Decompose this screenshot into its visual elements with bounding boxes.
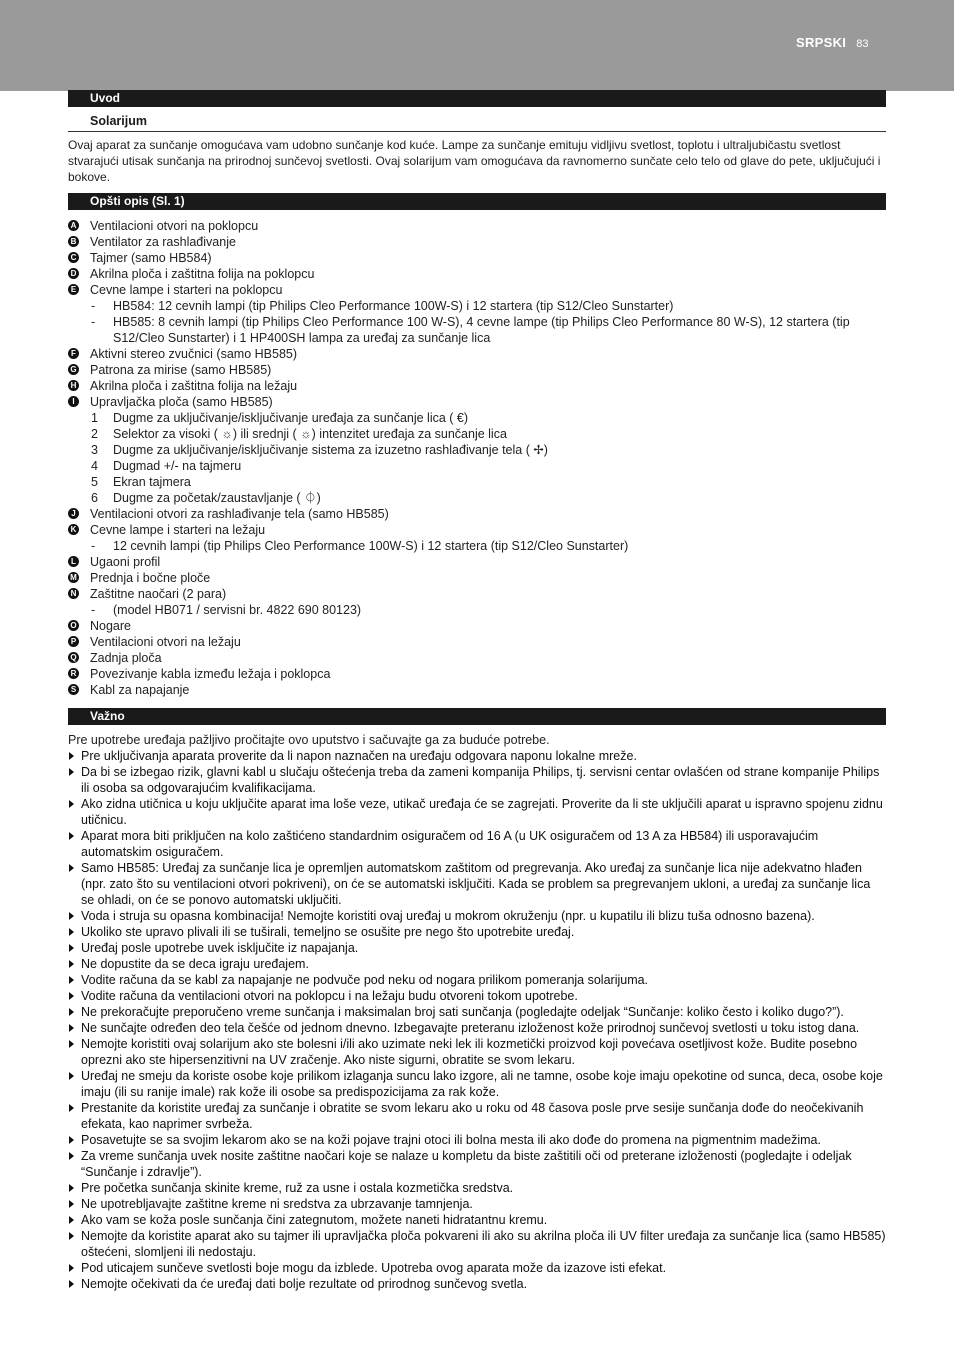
section-heading-uvod: Uvod bbox=[68, 90, 886, 107]
list-item bbox=[68, 362, 886, 378]
bullet-text: Ne sunčajte određen deo tela češće od jednom dnevno. Izbegavajte preteranu izloženost kože prirodnoj sunčevoj svetlosti u toku istog dana. bbox=[81, 1021, 860, 1035]
bullet-text: Aparat mora biti priključen na kolo zaštićeno standardnim osiguračem od 16 A (u UK osiguračem od 13 A za HB584) ili usporavajućim automatskim osiguračem. bbox=[81, 829, 819, 859]
list-item bbox=[68, 1148, 886, 1180]
list-item bbox=[68, 828, 886, 860]
bullet-triangle-icon bbox=[69, 1040, 74, 1048]
list-item bbox=[68, 908, 886, 924]
item-letter-badge: H bbox=[68, 380, 79, 391]
item-letter-badge: B bbox=[68, 236, 79, 247]
bullet-text: Vodite računa da se kabl za napajanje ne podvuče pod neku od nogara prilikom pomeranja solarijuma. bbox=[81, 973, 649, 987]
list-item bbox=[68, 748, 886, 764]
item-text: Ekran tajmera bbox=[113, 475, 191, 489]
item-text: Tajmer (samo HB584) bbox=[90, 251, 212, 265]
bullet-triangle-icon bbox=[69, 832, 74, 840]
item-text: Akrilna ploča i zaštitna folija na poklopcu bbox=[90, 267, 315, 281]
bullet-text: Pre uključivanja aparata proverite da li napon naznačen na uređaju odgovara naponu lokalne mreže. bbox=[81, 749, 637, 763]
list-item bbox=[68, 298, 886, 314]
item-letter-badge: P bbox=[68, 636, 79, 647]
list-item bbox=[68, 378, 886, 394]
bullet-triangle-icon bbox=[69, 768, 74, 776]
item-marker: - bbox=[91, 603, 96, 617]
item-text: Ventilacioni otvori na ležaju bbox=[90, 635, 241, 649]
item-text: Ventilator za rashlađivanje bbox=[90, 235, 236, 249]
bullet-triangle-icon bbox=[69, 1104, 74, 1112]
list-item bbox=[68, 458, 886, 474]
list-item bbox=[68, 1196, 886, 1212]
parts-list bbox=[68, 218, 886, 698]
item-letter-badge: J bbox=[68, 508, 79, 519]
list-item bbox=[68, 972, 886, 988]
item-letter-badge: C bbox=[68, 252, 79, 263]
item-marker: 3 bbox=[91, 443, 98, 457]
list-item bbox=[68, 666, 886, 682]
warnings-list bbox=[68, 748, 886, 1292]
item-text: Povezivanje kabla između ležaja i poklopca bbox=[90, 667, 331, 681]
item-marker: 2 bbox=[91, 427, 98, 441]
list-item bbox=[68, 1180, 886, 1196]
bullet-triangle-icon bbox=[69, 944, 74, 952]
list-item bbox=[68, 442, 886, 458]
item-marker: 5 bbox=[91, 475, 98, 489]
bullet-text: Ne dopustite da se deca igraju uređajem. bbox=[81, 957, 309, 971]
bullet-text: Ne prekoračujte preporučeno vreme sunčanja i maksimalan broj sati sunčanja (pogledajte odeljak “Sunčanje: koliko često i koliko dugo?”). bbox=[81, 1005, 844, 1019]
list-item bbox=[68, 1132, 886, 1148]
item-letter-badge: G bbox=[68, 364, 79, 375]
bullet-text: Pre početka sunčanja skinite kreme, ruž za usne i ostala kozmetička sredstva. bbox=[81, 1181, 514, 1195]
list-item bbox=[68, 346, 886, 362]
vazno-intro: Pre upotrebe uređaja pažljivo pročitajte ovo uputstvo i sačuvajte ga za buduće potrebe. bbox=[68, 733, 550, 747]
item-text: HB585: 8 cevnih lampi (tip Philips Cleo Performance 100 W-S), 4 cevne lampe (tip Philips Cleo Performance 80 W-S), 12 startera (tip S12/Cleo Sunstarter) i 1 HP400SH lampa za uređaj za sunčanje lica bbox=[113, 315, 850, 345]
list-item bbox=[68, 682, 886, 698]
item-text: Dugme za početak/zaustavljanje ( ⏀) bbox=[113, 491, 321, 505]
bullet-text: Posavetujte se sa svojim lekarom ako se na koži pojave trajni otoci ili bolna mesta ili ako dođe do promena na pigmentnim madežima. bbox=[81, 1133, 821, 1147]
page-content bbox=[68, 90, 886, 1292]
bullet-triangle-icon bbox=[69, 976, 74, 984]
header-bar bbox=[0, 0, 954, 91]
list-item bbox=[68, 266, 886, 282]
item-text: Patrona za mirise (samo HB585) bbox=[90, 363, 272, 377]
item-letter-badge: L bbox=[68, 556, 79, 567]
bullet-text: Nemojte koristiti ovaj solarijum ako ste bolesni i/ili ako uzimate neki lek ili kozmetički proizvod koji povećava osetljivost kože. Budite posebno oprezni ako ste hipersenzitivni na UV zračenje. Ako niste sigurni, obratite se svom lekaru. bbox=[81, 1037, 858, 1067]
item-text: Ventilacioni otvori za rashlađivanje tela (samo HB585) bbox=[90, 507, 389, 521]
list-item bbox=[68, 924, 886, 940]
bullet-text: Za vreme sunčanja uvek nosite zaštitne naočari koje se nalaze u kompletu da biste zaštitili oči od preterane izloženosti (pogledajte i odeljak “Sunčanje i zdravlje”). bbox=[81, 1149, 852, 1179]
list-item bbox=[68, 940, 886, 956]
item-text: HB584: 12 cevnih lampi (tip Philips Cleo Performance 100W-S) i 12 startera (tip S12/Cleo Sunstarter) bbox=[113, 299, 674, 313]
bullet-triangle-icon bbox=[69, 752, 74, 760]
bullet-text: Voda i struja su opasna kombinacija! Nemojte koristiti ovaj uređaj u mokrom okruženju (npr. u kupatilu ili blizu tuša odnosno bazena). bbox=[81, 909, 815, 923]
bullet-text: Uređaj posle upotrebe uvek isključite iz napajanja. bbox=[81, 941, 359, 955]
list-item bbox=[68, 218, 886, 234]
bullet-triangle-icon bbox=[69, 1008, 74, 1016]
bullet-triangle-icon bbox=[69, 1232, 74, 1240]
section-heading-vazno: Važno bbox=[68, 708, 886, 725]
section-heading-opis: Opšti opis (Sl. 1) bbox=[68, 193, 886, 210]
item-text: Selektor za visoki ( ☼) ili srednji ( ☼) intenzitet uređaja za sunčanje lica bbox=[113, 427, 507, 441]
item-letter-badge: I bbox=[68, 396, 79, 407]
bullet-text: Nemojte da koristite aparat ako su tajmer ili upravljačka ploča pokvareni ili ako su akrilna ploča ili UV filter uređaja za sunčanje lica (samo HB585) oštećeni, slomljeni ili nedostaju. bbox=[81, 1229, 886, 1259]
bullet-triangle-icon bbox=[69, 912, 74, 920]
item-marker: 4 bbox=[91, 459, 98, 473]
list-item bbox=[68, 234, 886, 250]
item-marker: - bbox=[91, 299, 96, 313]
item-text: Dugme za uključivanje/isključivanje sistema za izuzetno rashlađivanje tela ( ✢) bbox=[113, 443, 548, 457]
bullet-triangle-icon bbox=[69, 864, 74, 872]
bullet-text: Ukoliko ste upravo plivali ili se tuširali, temeljno se osušite pre nego što upotrebite uređaj. bbox=[81, 925, 575, 939]
bullet-text: Ako vam se koža posle sunčanja čini zategnutom, možete naneti hidratantnu kremu. bbox=[81, 1213, 548, 1227]
item-text: Cevne lampe i starteri na ležaju bbox=[90, 523, 266, 537]
item-text: Ugaoni profil bbox=[90, 555, 161, 569]
item-letter-badge: E bbox=[68, 284, 79, 295]
list-item bbox=[68, 506, 886, 522]
list-item bbox=[68, 394, 886, 410]
item-marker: 1 bbox=[91, 411, 98, 425]
item-letter-badge: N bbox=[68, 588, 79, 599]
bullet-triangle-icon bbox=[69, 800, 74, 808]
list-item bbox=[68, 570, 886, 586]
list-item bbox=[68, 282, 886, 298]
list-item bbox=[68, 1068, 886, 1100]
item-text: Zaštitne naočari (2 para) bbox=[90, 587, 227, 601]
bullet-triangle-icon bbox=[69, 1184, 74, 1192]
item-text: (model HB071 / servisni br. 4822 690 80123) bbox=[113, 603, 362, 617]
list-item bbox=[68, 1276, 886, 1292]
item-text: Aktivni stereo zvučnici (samo HB585) bbox=[90, 347, 298, 361]
list-item bbox=[68, 1260, 886, 1276]
item-text: Kabl za napajanje bbox=[90, 683, 190, 697]
item-letter-badge: F bbox=[68, 348, 79, 359]
list-item bbox=[68, 618, 886, 634]
list-item bbox=[68, 650, 886, 666]
list-item bbox=[68, 474, 886, 490]
list-item bbox=[68, 860, 886, 908]
list-item bbox=[68, 522, 886, 538]
list-item bbox=[68, 410, 886, 426]
list-item bbox=[68, 1004, 886, 1020]
list-item bbox=[68, 538, 886, 554]
bullet-text: Pod uticajem sunčeve svetlosti boje mogu da izblede. Upotreba ovog aparata može da izazove isti efekat. bbox=[81, 1261, 667, 1275]
bullet-text: Vodite računa da ventilacioni otvori na poklopcu i na ležaju budu otvoreni tokom upotrebe. bbox=[81, 989, 578, 1003]
list-item bbox=[68, 1020, 886, 1036]
item-letter-badge: A bbox=[68, 220, 79, 231]
bullet-triangle-icon bbox=[69, 1024, 74, 1032]
item-text: 12 cevnih lampi (tip Philips Cleo Performance 100W-S) i 12 startera (tip S12/Cleo Sunstarter) bbox=[113, 539, 629, 553]
item-letter-badge: R bbox=[68, 668, 79, 679]
item-text: Prednja i bočne ploče bbox=[90, 571, 211, 585]
item-text: Dugme za uključivanje/isključivanje uređaja za sunčanje lica ( €) bbox=[113, 411, 469, 425]
item-text: Zadnja ploča bbox=[90, 651, 162, 665]
item-marker: 6 bbox=[91, 491, 98, 505]
list-item bbox=[68, 796, 886, 828]
item-text: Cevne lampe i starteri na poklopcu bbox=[90, 283, 283, 297]
bullet-triangle-icon bbox=[69, 1280, 74, 1288]
bullet-text: Nemojte očekivati da će uređaj dati bolje rezultate od prirodnog sunčevog svetla. bbox=[81, 1277, 528, 1291]
list-item bbox=[68, 1212, 886, 1228]
list-item bbox=[68, 764, 886, 796]
list-item bbox=[68, 602, 886, 618]
list-item bbox=[68, 634, 886, 650]
subheading-solarijum: Solarijum bbox=[68, 114, 886, 132]
language-label: SRPSKI bbox=[796, 35, 847, 50]
list-item bbox=[68, 490, 886, 506]
bullet-text: Ne upotrebljavajte zaštitne kreme ni sredstva za ubrzavanje tamnjenja. bbox=[81, 1197, 473, 1211]
item-letter-badge: K bbox=[68, 524, 79, 535]
item-text: Akrilna ploča i zaštitna folija na ležaju bbox=[90, 379, 298, 393]
list-item bbox=[68, 956, 886, 972]
list-item bbox=[68, 250, 886, 266]
bullet-triangle-icon bbox=[69, 1152, 74, 1160]
item-letter-badge: Q bbox=[68, 652, 79, 663]
list-item bbox=[68, 1100, 886, 1132]
item-text: Nogare bbox=[90, 619, 131, 633]
bullet-triangle-icon bbox=[69, 1200, 74, 1208]
bullet-text: Samo HB585: Uređaj za sunčanje lica je opremljen automatskom zaštitom od pregrevanja. Ako uređaj za sunčanje lica nije adekvatno hlađen (npr. zato što su ventilacioni otvori pokriveni), on će se automatski isključiti. Kada se problem sa pregrevanjem ukloni, a uređaj za sunčanje lica se ohladi, on će se ponovo automatski uključiti. bbox=[81, 861, 871, 907]
bullet-triangle-icon bbox=[69, 928, 74, 936]
item-letter-badge: D bbox=[68, 268, 79, 279]
bullet-triangle-icon bbox=[69, 960, 74, 968]
bullet-text: Prestanite da koristite uređaj za sunčanje i obratite se svom lekaru ako u roku od 48 časova posle prve sesije sunčanja dođe do neočekivanih efekata, kao naprimer svrbeža. bbox=[81, 1101, 864, 1131]
bullet-text: Ako zidna utičnica u koju uključite aparat ima loše veze, utikač uređaja će se zagrejati. Proverite da li ste uključili aparat u ispravno spojenu zidnu utičnicu. bbox=[81, 797, 883, 827]
list-item bbox=[68, 314, 886, 346]
item-letter-badge: S bbox=[68, 684, 79, 695]
bullet-triangle-icon bbox=[69, 1072, 74, 1080]
item-text: Upravljačka ploča (samo HB585) bbox=[90, 395, 273, 409]
item-marker: - bbox=[91, 315, 96, 329]
bullet-triangle-icon bbox=[69, 1136, 74, 1144]
bullet-text: Da bi se izbegao rizik, glavni kabl u slučaju oštećenja treba da zameni kompanija Philips, tj. servisni centar ovlašćen od strane kompanije Philips ili osoba sa odgovarajućim kvalifikacijama. bbox=[81, 765, 880, 795]
list-item bbox=[68, 426, 886, 442]
item-letter-badge: O bbox=[68, 620, 79, 631]
list-item bbox=[68, 554, 886, 570]
bullet-triangle-icon bbox=[69, 992, 74, 1000]
bullet-triangle-icon bbox=[69, 1264, 74, 1272]
list-item bbox=[68, 586, 886, 602]
list-item bbox=[68, 1036, 886, 1068]
list-item bbox=[68, 988, 886, 1004]
intro-paragraph: Ovaj aparat za sunčanje omogućava vam udobno sunčanje kod kuće. Lampe za sunčanje emituju vidljivu svetlost, toplotu i ultraljubičastu svetlost stvarajući utisak sunčanja na prirodnoj sunčevoj svetlosti. Ovaj solarijum vam omogućava da ravnomerno sunčate celo telo od glave do pete, uključujući i bokove. bbox=[68, 138, 881, 184]
page-number: 83 bbox=[856, 38, 869, 50]
item-marker: - bbox=[91, 539, 96, 553]
bullet-triangle-icon bbox=[69, 1216, 74, 1224]
item-text: Dugmad +/- na tajmeru bbox=[113, 459, 242, 473]
header-label bbox=[796, 35, 868, 50]
bullet-text: Uređaj ne smeju da koriste osobe koje prilikom izlaganja suncu lako izgore, ali ne tamne, osobe koje imaju opekotine od sunca, deca, osobe koje imaju (ili su ranije imale) rak kože ili osobe sa predispozicijama za rak kože. bbox=[81, 1069, 883, 1099]
item-text: Ventilacioni otvori na poklopcu bbox=[90, 219, 259, 233]
list-item bbox=[68, 1228, 886, 1260]
item-letter-badge: M bbox=[68, 572, 79, 583]
